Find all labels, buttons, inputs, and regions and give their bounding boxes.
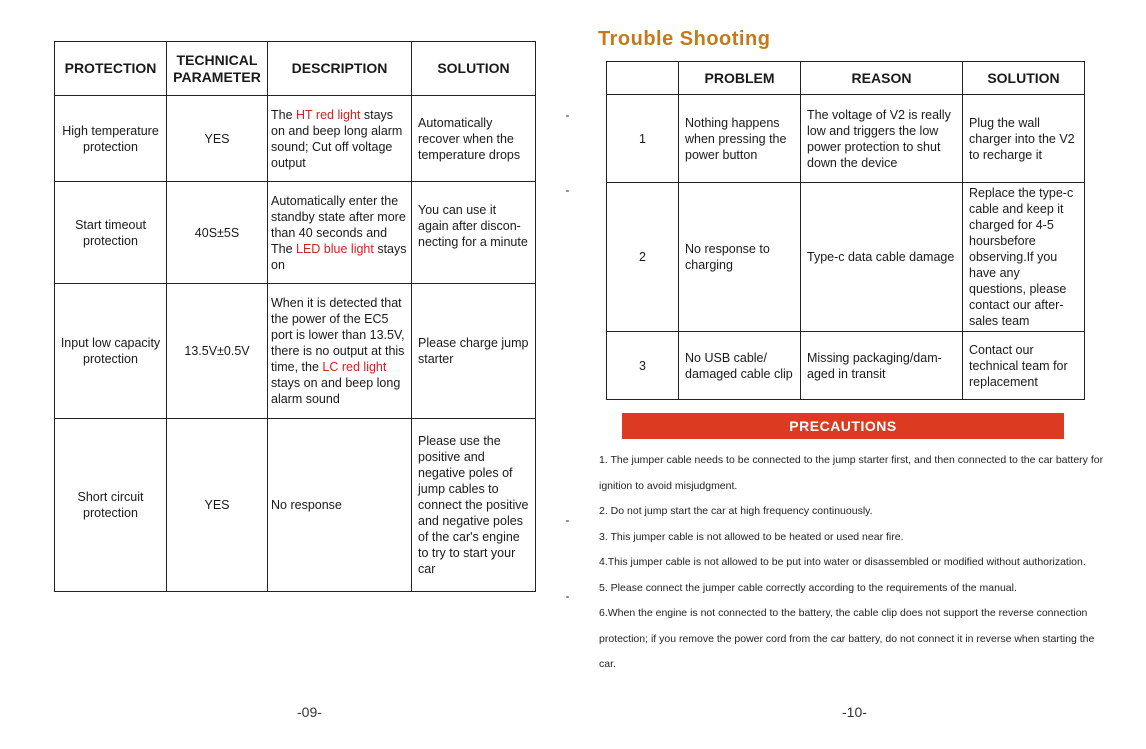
page-number: -10- — [842, 704, 867, 720]
indicator-light-text: LC red light — [322, 360, 387, 374]
description — [268, 182, 412, 284]
trouble-header-row — [607, 62, 1085, 95]
indicator-light-text: LED blue light — [296, 241, 374, 256]
description-text: When it is detected that the power of the EC5 port is lower than 13.5V, there is no output at this time, the — [271, 296, 405, 374]
header-technical-parameter: TECHNICAL PARAMETER — [167, 42, 268, 96]
description-text: The — [271, 107, 297, 122]
list-item: 3. This jumper cable is not allowed to be heated or used near fire. — [599, 530, 904, 543]
precautions-list — [599, 448, 1109, 678]
problem: No USB cable/ damaged cable clip — [679, 332, 801, 400]
protection-name: Start timeout protection — [55, 182, 167, 284]
technical-parameter: 40S±5S — [167, 182, 268, 284]
list-item: 6.When the engine is not connected to the battery, the cable clip does not support the reverse connection protection; if you remove the power cord from the car battery, do not connect it in reverse when starting the car. — [599, 607, 1095, 670]
table-row — [607, 332, 1085, 400]
problem: Nothing happens when pressing the power button — [679, 95, 801, 183]
list-item: 5. Please connect the jumper cable correctly according to the requirements of the manual. — [599, 581, 1017, 594]
problem: No response to charging — [679, 183, 801, 332]
precautions-banner: PRECAUTIONS — [622, 413, 1064, 439]
row-number: 2 — [607, 183, 679, 332]
header-problem: PROBLEM — [679, 62, 801, 95]
header-solution: SOLUTION — [963, 62, 1085, 95]
technical-parameter: YES — [167, 96, 268, 182]
solution: Please use the positive and negative poles of jump cables to connect the positive and negative poles of the car's engine to try to start your car — [412, 419, 536, 592]
page-number: -09- — [297, 704, 322, 720]
description-text: stays on — [271, 241, 407, 272]
page-09 — [0, 0, 570, 749]
row-number: 1 — [607, 95, 679, 183]
table-row — [55, 96, 536, 182]
description — [268, 284, 412, 419]
solution: Automatically recover when the temperature drops — [412, 96, 536, 182]
header-description: DESCRIPTION — [268, 42, 412, 96]
protection-name: High temperature protection — [55, 96, 167, 182]
protection-name: Input low capacity protection — [55, 284, 167, 419]
solution: Plug the wall charger into the V2 to recharge it — [963, 95, 1085, 183]
solution: Please charge jump starter — [412, 284, 536, 419]
description-text: Automatically enter the standby state after more than 40 seconds and The — [271, 193, 406, 256]
row-number: 3 — [607, 332, 679, 400]
technical-parameter: YES — [167, 419, 268, 592]
header-protection: PROTECTION — [55, 42, 167, 96]
list-item: 4.This jumper cable is not allowed to be put into water or disassembled or modified without authorization. — [599, 556, 1086, 568]
reason: Missing packaging/dam-aged in transit — [801, 332, 963, 400]
header-reason: REASON — [801, 62, 963, 95]
description — [268, 419, 412, 592]
header-solution: SOLUTION — [412, 42, 536, 96]
table-row — [607, 183, 1085, 332]
protection-header-row — [55, 42, 536, 96]
technical-parameter: 13.5V±0.5V — [167, 284, 268, 419]
trouble-shooting-table — [606, 61, 1085, 400]
scan-speck — [566, 190, 569, 192]
table-row — [55, 284, 536, 419]
trouble-shooting-title: Trouble Shooting — [598, 28, 771, 50]
indicator-light-text: HT red light — [296, 107, 361, 122]
scan-speck — [566, 115, 569, 117]
reason: The voltage of V2 is really low and triggers the low power protection to shut down the device — [801, 95, 963, 183]
description-text: stays on and beep long alarm sound — [271, 376, 401, 406]
table-row — [607, 95, 1085, 183]
reason: Type-c data cable damage — [801, 183, 963, 332]
description — [268, 96, 412, 182]
solution: Replace the type-c cable and keep it charged for 4-5 hoursbefore observing.If you have any questions, please contact our after-sales team — [963, 183, 1085, 332]
list-item: 2. Do not jump start the car at high frequency continuously. — [599, 505, 873, 517]
description-text: No response — [271, 498, 342, 512]
scan-speck — [566, 520, 569, 522]
protection-name: Short circuit protection — [55, 419, 167, 592]
page-10 — [570, 0, 1146, 749]
list-item: 1. The jumper cable needs to be connected to the jump starter first, and then connected to the car battery for ignition to avoid misjudgment. — [599, 454, 1104, 492]
solution: You can use it again after discon-necting for a minute — [412, 182, 536, 284]
table-row — [55, 182, 536, 284]
solution: Contact our technical team for replacement — [963, 332, 1085, 400]
protection-table — [54, 41, 536, 592]
scan-speck — [566, 596, 569, 598]
table-row — [55, 419, 536, 592]
header-number — [607, 62, 679, 95]
description-text: stays on and beep long alarm sound; Cut off voltage output — [271, 107, 403, 170]
